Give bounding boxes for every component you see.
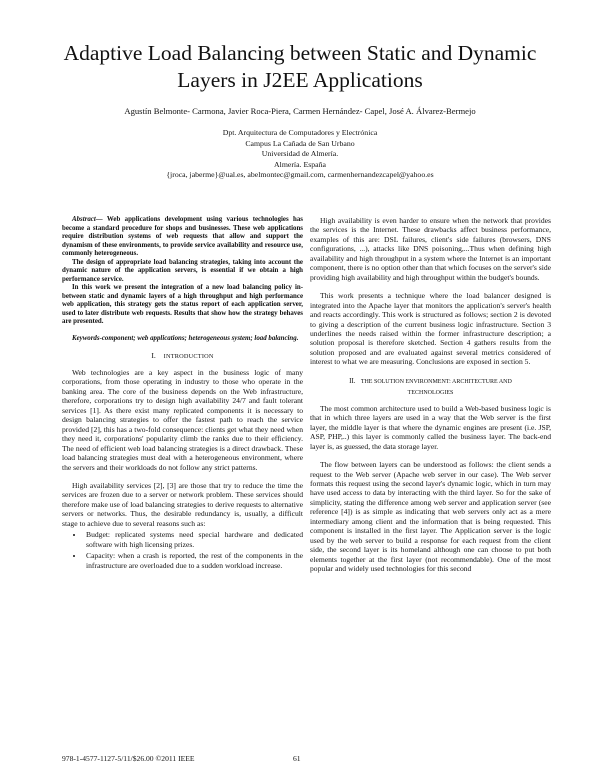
affiliation-line: Dpt. Arquitectura de Computadores y Electrónica <box>222 128 378 137</box>
abstract <box>62 216 303 327</box>
body-paragraph: Web technologies are a key aspect in the business logic of many corporations, from those operating in industry to those who operate in the banking area. The core of the business depends on the Web infrastructure, therefore, corporations try to design high availability 24/7 and fault tolerant services [1]. As there exist many replicated components it is necessary to design balancing strategies to offer the fastest path to reach the service provided [2], this has a two-fold consequence: clients get what they need when they need it, corporations' popularity climb the ranks due to their efficiency. The need of efficient web load balancing strategies is a direct drawback. These load balancing strategies must deal with a heterogeneous environment, where the servers and their workloads do not follow any strict patterns. <box>62 368 303 472</box>
section-number: II. <box>349 376 356 385</box>
affiliation-line: Universidad de Almería. <box>261 149 339 159</box>
list-item: • Capacity: when a crash is reported, the rest of the components in the infrastructure are overloaded due to a sudden workload increase. <box>84 551 303 570</box>
paper-title: Adaptive Load Balancing between Static and Dynamic Layers in J2EE Applications <box>63 41 537 92</box>
affiliation-line: Campus La Cañada de San Urbano <box>245 138 355 148</box>
left-column <box>62 216 303 572</box>
page-number: 61 <box>293 754 301 763</box>
body-paragraph: The most common architecture used to build a Web-based business logic is that in which three layers are used in a way that the Web server is the first layer, the middle layer is that where the dynamic engines are present (i.e. JSP, ASP, PHP,..) this layer is commonly called the business layer. The back-end layer is, as guessed, the data storage layer. <box>310 403 551 451</box>
bullet-list <box>84 530 303 570</box>
author-emails: {jroca, jaberme}@ual.es, abelmontec@gmail.com, carmenhernandezcapel@yahoo.es <box>166 170 434 180</box>
abstract-label: Abstract— <box>72 216 103 223</box>
affiliation-line: Almería. España <box>274 159 326 169</box>
body-paragraph: High availability services [2], [3] are those that try to reduce the time the services are frozen due to a server or network problem. These services should therefore make use of load balancing strategies to derive requests to alternative servers or networks. Thus, the desirable redundancy is, usually, a difficult stage to achieve due to several reasons such as: <box>62 480 303 528</box>
section-title: INTRODUCTION <box>163 353 214 360</box>
abstract-para: In this work we present the integration of a new load balancing policy in-between static and dynamic layers of a high throughput and high performance web application, this strategy gets the status report of each application server, used to later distribute web requests. Results that show how the strategy behaves are presented. <box>62 284 303 325</box>
affiliation-block <box>40 128 560 181</box>
body-paragraph: The flow between layers can be understood as follows: the client sends a request to the Web server (Apache web server in our case). The Web server formats this request using the second layer's dynamic logic, which in turn may have used access to data by interacting with the third layer. So for the sake of simplicity, stating the difference among web server and application server (see reference [4]) is as simple as indicating that web servers only act as a mere intermediary among client and the information that is being requested. This component is installed in the first layer. The Application server is the logic used by the web server to build a response for each request from the client side, the second layer is its homeland although one can choose to put both elements together at the first layer (not recommendable). One of the most popular and widely used technologies for this second <box>310 460 551 574</box>
section-title-cont: TECHNOLOGIES <box>407 389 454 396</box>
abstract-para: The design of appropriate load balancing strategies, taking into account the dynamic nature of the application servers, is essential if we obtain a high performance service. <box>62 258 303 283</box>
right-column <box>310 216 551 583</box>
section-heading <box>62 351 303 362</box>
keywords: Keywords-component; web applications; heterogeneous system; load balancing. <box>72 334 299 342</box>
section-number: I. <box>151 351 156 360</box>
body-paragraph: High availability is even harder to ensure when the network that provides the services is the Internet. These drawbacks affect business performance, examples of this are: DSL failures, client's side failures (browsers, DNS configurations, ...), attacks like DNS poisoning,...Thus when defining high availability and high throughput in a system where the Internet is an important component, there is no option other than that which focuses on the server's side providing high availability and high throughput within the budget's bounds. <box>310 216 551 282</box>
copyright-footer: 978-1-4577-1127-5/11/$26.00 ©2011 IEEE <box>62 754 195 763</box>
list-item: • Budget: replicated systems need special hardware and dedicated software with high licensing prizes. <box>84 530 303 549</box>
author-list: Agustín Belmonte- Carmona, Javier Roca-Piera, Carmen Hernández- Capel, José A. Álvarez-Bermejo <box>124 106 476 116</box>
body-paragraph: This work presents a technique where the load balancer designed is integrated into the Apache layer that monitors the application's server's health and reacts accordingly. This work is structured as follows; section 2 is devoted to giving a description of the current business logic infrastructure. Section 3 underlines the needs raised within the former infrastructure description; a solution proposal is therefore sketched. Section 4 gathers results from the solution proposed and are evaluated against several metrics considered of interest to what we are measuring. Conclusions are exposed in section 5. <box>310 291 551 367</box>
section-title: THE SOLUTION ENVIRONMENT: ARCHITECTURE AND <box>360 378 512 385</box>
abstract-para: Abstract— Web applications development using various technologies has become a standard procedure for shops and businesses. These web applications require distribution systems of web requests that allow and support the dynamism of these environments, to provide service availability and resource use, commonly heterogeneous. <box>62 216 303 257</box>
section-heading <box>310 376 551 398</box>
